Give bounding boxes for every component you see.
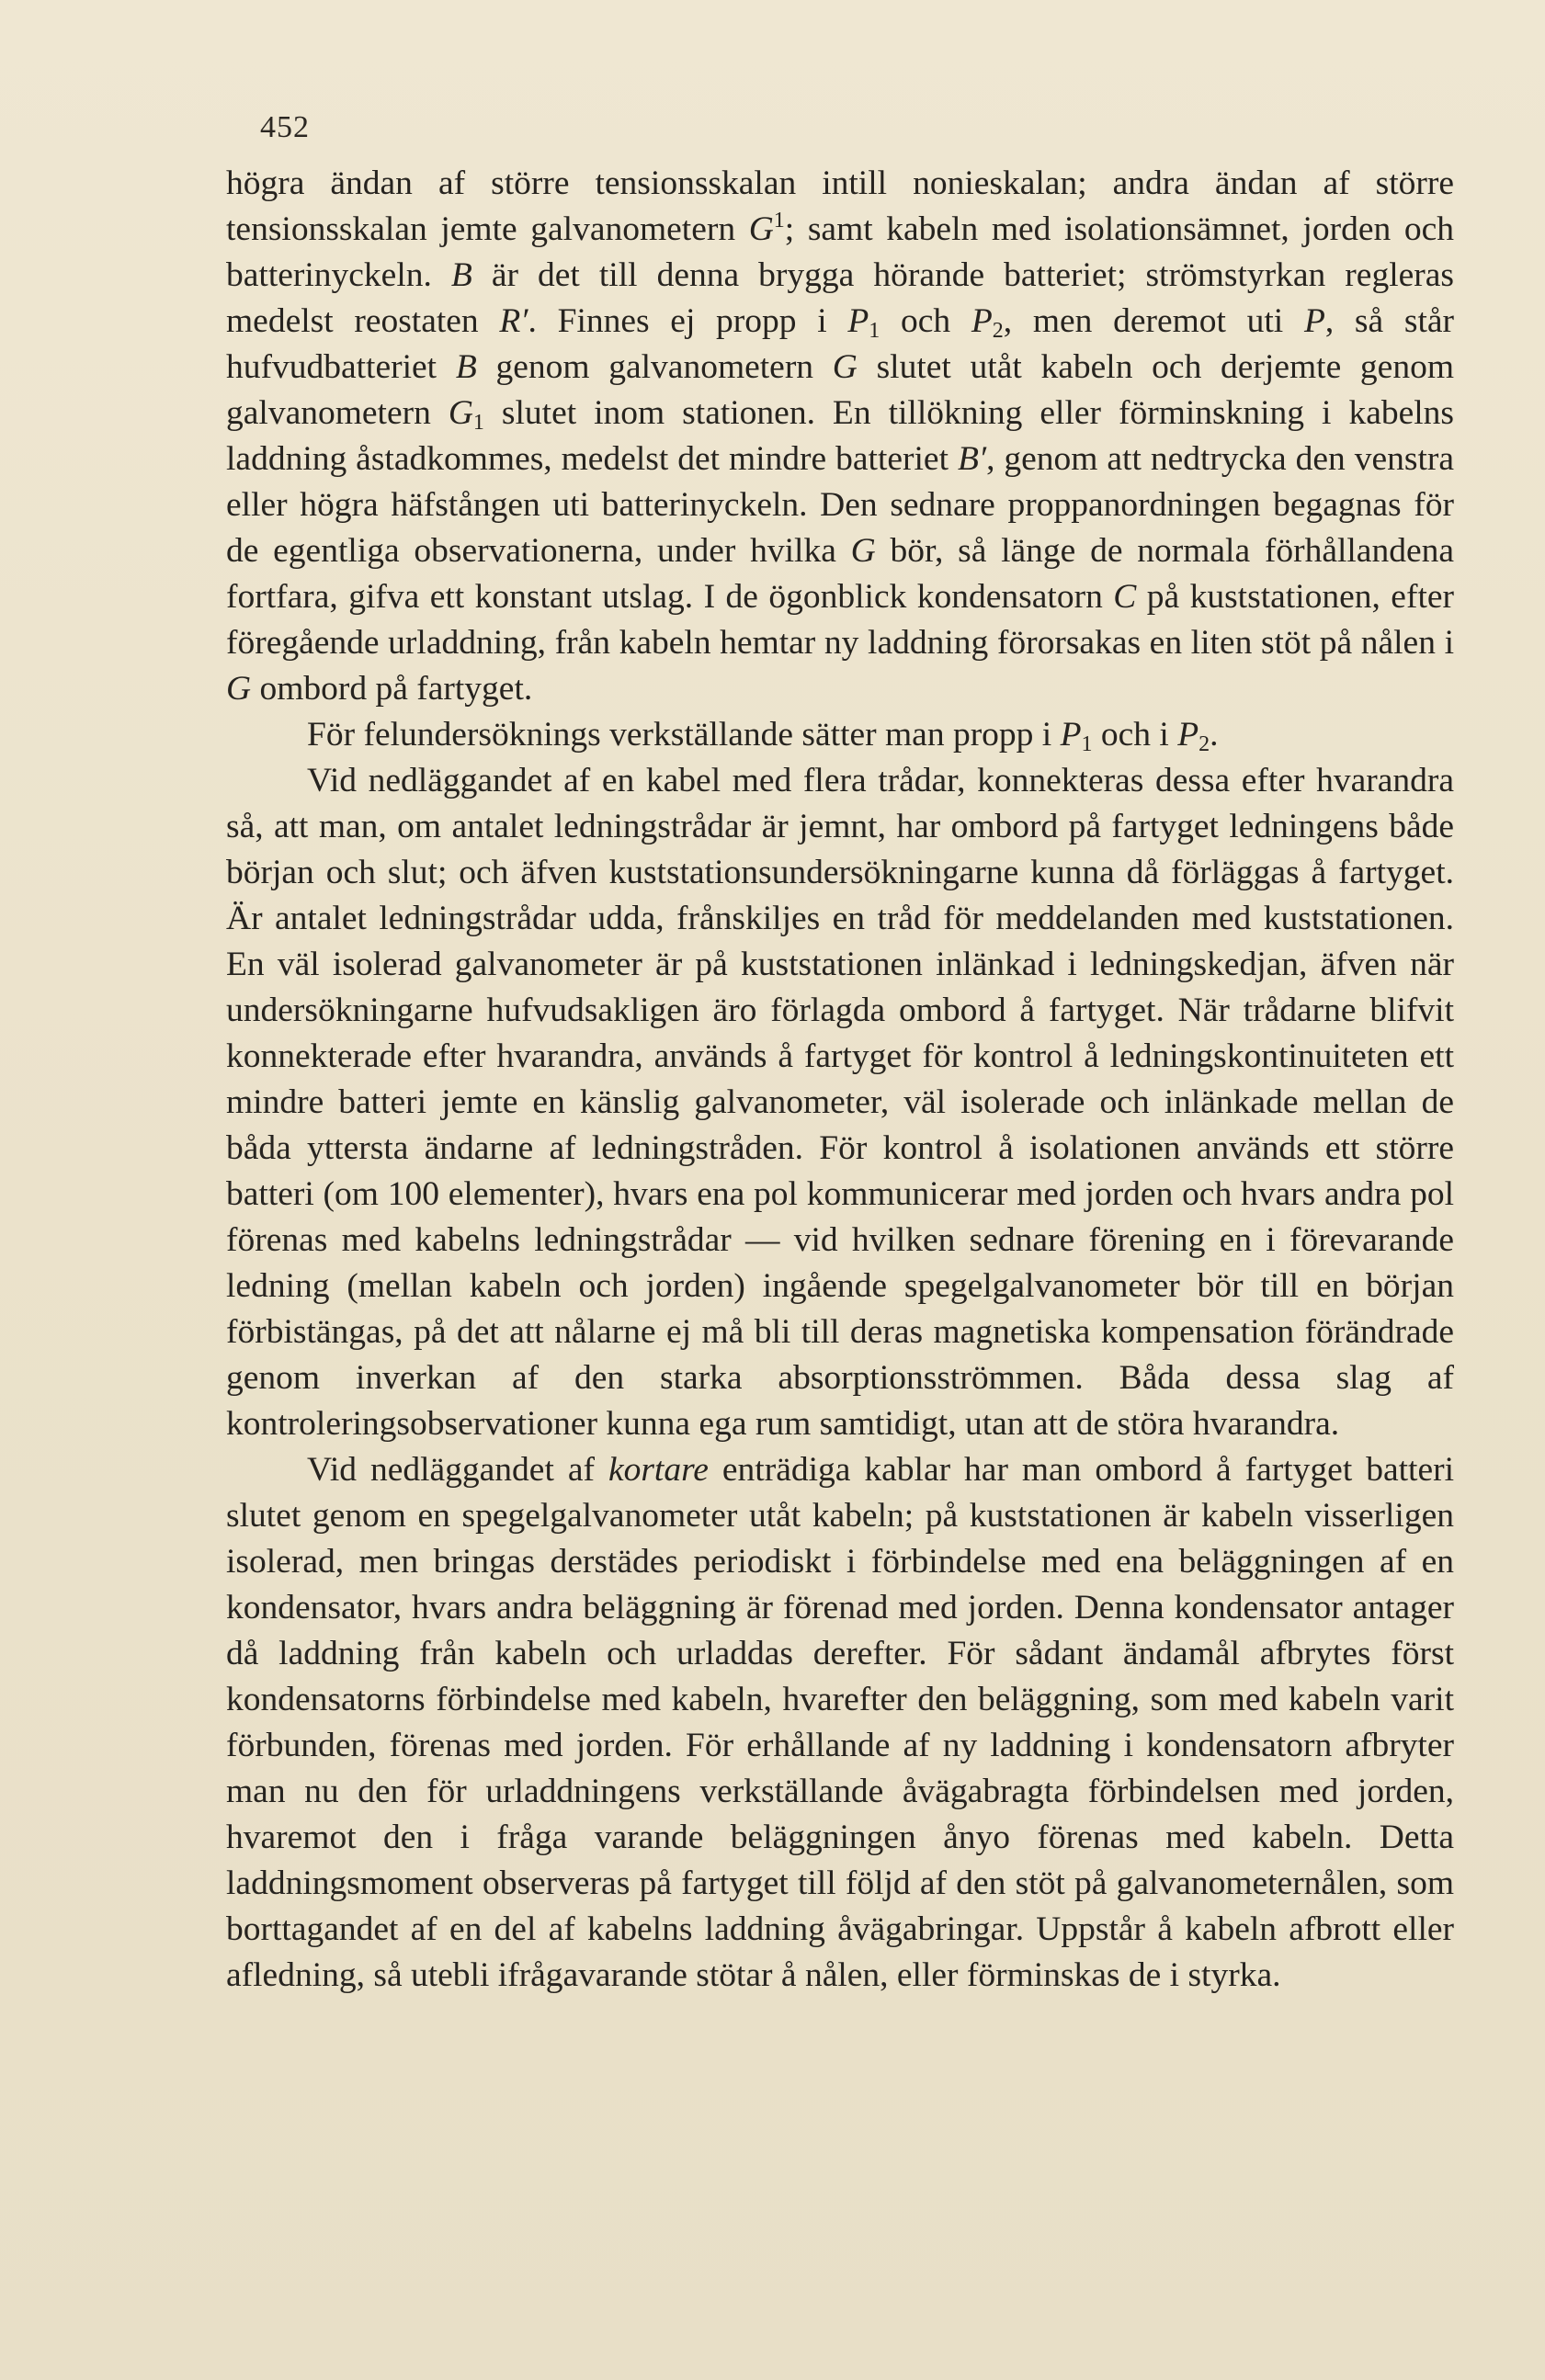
paragraph-4: Vid nedläggandet af kortare enträdiga kablar har man ombord å fartyget batteri slutet genom en spegelgalvanometer utåt kabeln; på kuststationen är kabeln visserligen isolerad, men bringas derstädes periodiskt i förbindelse med ena beläggningen af en kondensator, hvars andra beläggning är förenad med jorden. Denna kondensator antager då laddning från kabeln och urladdas derefter. För sådant ändamål afbrytes först kondensatorns förbindelse med kabeln, hvarefter den beläggning, som med kabeln varit förbunden, förenas med jorden. För erhållande af ny laddning i kondensatorn afbryter man nu den för urladdningens verkställande åvägabragta förbindelsen med jorden, hvaremot den i fråga varande beläggningen ånyo förenas med kabeln. Detta laddningsmoment observeras på fartyget till följd af den stöt på galvanometernålen, som borttagandet af en del af kabelns laddning åvägabringar. Uppstår å kabeln afbrott eller afledning, så utebli ifrågavarande stötar å nålen, eller förminskas de i styrka. bbox=[226, 1451, 1454, 1994]
emphasis-kortare: kortare bbox=[608, 1451, 709, 1489]
paragraph-2: För felundersöknings verkställande sätter man propp i $P_1$ och i $P_2$. bbox=[307, 716, 1219, 756]
paragraph-1: högra ändan af större tensionsskalan intill nonieskalan; andra ändan af större tensionsskalan jemte galvanometern $G^1$; samt kabeln med isolationsämnet, jorden och batterinyckeln. B är det till denna brygga hörande batteriet; strömstyrkan regleras medelst reostaten R′. Finnes ej propp i $P_1$ och $P_2$, men deremot uti P, så står hufvudbatteriet B genom galvanometern G slutet utåt kabeln och derjemte genom galvanometern $G_1$ slutet inom stationen. En tillökning eller förminskning i kabelns laddning åstadkommes, medelst det mindre batteriet B′, genom att nedtrycka den venstra eller högra häfstången uti batterinyckeln. Den sednare proppanordningen begagnas för de egentliga observationerna, under hvilka G bör, så länge de normala förhållandena fortfara, gifva ett konstant utslag. I de ögonblick kondensatorn C på kuststationen, efter föregående urladdning, från kabeln hemtar ny laddning förorsakas en liten stöt på nålen i G ombord på fartyget. bbox=[226, 164, 1455, 708]
body-text bbox=[226, 161, 1454, 1999]
page-number: 452 bbox=[260, 110, 310, 144]
paragraph-3: Vid nedläggandet af en kabel med flera trådar, konnekteras dessa efter hvarandra så, att man, om antalet ledningstrådar är jemnt, har ombord på fartyget ledningens både början och slut; och äfven kuststationsundersökningarne kunna då förläggas å fartyget. Är antalet ledningstrådar udda, frånskiljes en tråd för meddelanden med kuststationen. En väl isolerad galvanometer är på kuststationen inlänkad i ledningskedjan, äfven när undersökningarne hufvudsakligen äro förlagda ombord å fartyget. När trådarne blifvit konnekterade efter hvarandra, används å fartyget för kontrol å ledningskontinuiteten ett mindre batteri jemte en känslig galvanometer, väl isolerade och inlänkade mellan de båda yttersta ändarne af ledningstråden. För kontrol å isolationen används ett större batteri (om 100 elementer), hvars ena pol kommunicerar med jorden och hvars andra pol förenas med kabelns ledningstrådar — vid hvilken sednare förening en i förevarande ledning (mellan kabeln och jorden) ingående spegelgalvanometer bör till en början förbistängas, på det att nålarne ej må bli till deras magnetiska kompensation förändrade genom inverkan af den starka absorptionsströmmen. Båda dessa slag af kontroleringsobservationer kunna ega rum samtidigt, utan att de störa hvarandra. bbox=[226, 762, 1454, 1443]
